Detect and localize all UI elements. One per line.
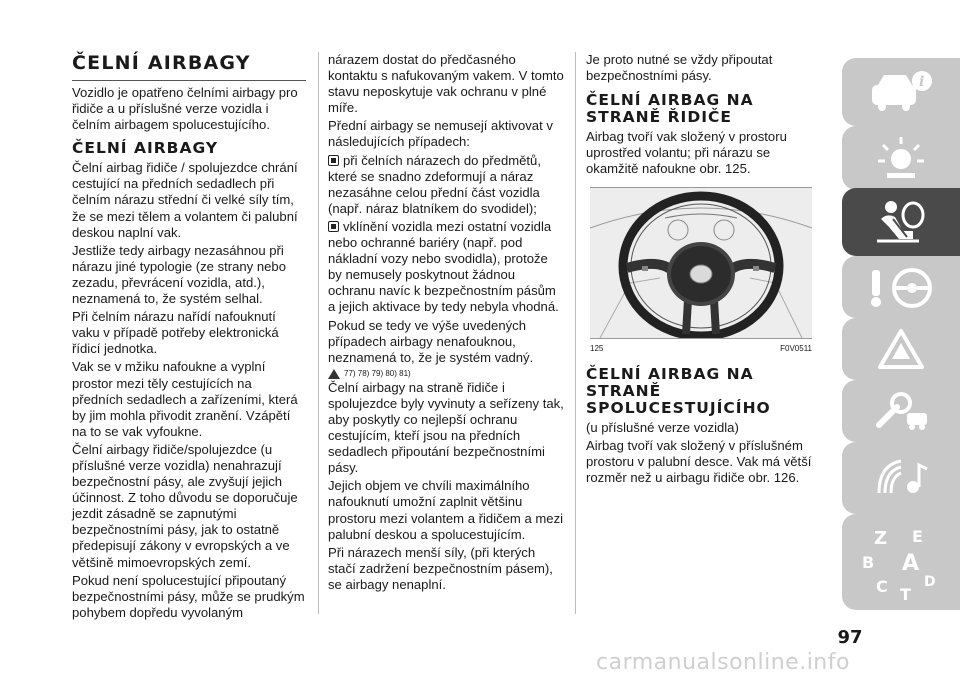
paragraph: Čelní airbagy na straně řidiče i spolujezdce byly vyvinuty a seřízeny tak, aby poskytly co nejlepší ochranu cestujícím, kteří jsou na předních sedadlech připoutání bezpečnostními pásy. bbox=[328, 379, 564, 476]
watermark: carmanualsonline.info bbox=[596, 650, 850, 675]
wrench-car-icon bbox=[871, 389, 931, 433]
figure-caption bbox=[590, 341, 812, 357]
column-1 bbox=[72, 52, 306, 623]
steering-wheel-illustration bbox=[590, 188, 812, 338]
column-3 bbox=[586, 52, 812, 488]
car-info-icon bbox=[866, 69, 936, 115]
svg-text:i: i bbox=[919, 74, 925, 90]
paragraph: Čelní airbagy řidiče/spolujezdce (u příslušné verze vozidla) nenahrazují bezpečnostní pásy, ale zvyšují jejich účinnost. Z toho důvodu se doporučuje jezdit zásadně se zapnutými bezpečnostními pásy, jak to ostatně předepisují zákony v evropských a ve většině mimoevropských zemí. bbox=[72, 441, 298, 570]
paragraph: Přední airbagy se nemusejí aktivovat v následujících případech: bbox=[328, 118, 553, 150]
chapter-tab-index[interactable] bbox=[842, 514, 960, 610]
paragraph: (u příslušné verze vozidla) bbox=[586, 419, 739, 435]
paragraph: Airbag tvoří vak složený v prostoru uprostřed volantu; při nárazu se okamžitě nafoukne obr. 125. bbox=[586, 129, 787, 177]
intro-paragraph: Vozidlo je opatřeno čelními airbagy pro řidiče a u příslušné verze vozidla i čelním airbagem spolucestujícího. bbox=[72, 85, 298, 133]
svg-text:D: D bbox=[924, 574, 936, 590]
svg-text:B: B bbox=[862, 553, 875, 572]
paragraph: Čelní airbag řidiče / spolujezdce chrání cestující na předních sedadlech při čelním nárazu střední či velké síly tím, že se mezi tělem a volantem či palubní deskou naplní vak. bbox=[72, 160, 298, 240]
bullet-icon bbox=[328, 221, 339, 232]
paragraph: nárazem dostat do předčasného kontaktu s nafukovaným vakem. V tomto stavu neposkytuje vak ochranu v plné míře. bbox=[328, 52, 564, 116]
chapter-tab-multimedia[interactable] bbox=[842, 442, 960, 514]
chapter-tab-dashboard[interactable] bbox=[842, 126, 960, 190]
section-heading-front-airbags: ČELNÍ AIRBAGY bbox=[72, 139, 219, 158]
chapter-tab-starting-driving[interactable] bbox=[842, 256, 960, 318]
list-item: při čelních nárazech do předmětů, které se snadno zdeformují a náraz nezasáhne celou přední část vozidla (např. náraz blatníkem do svodidel); bbox=[328, 152, 541, 216]
column-divider-1 bbox=[318, 52, 319, 614]
paragraph: Je proto nutné se vždy připoutat bezpečnostními pásy. bbox=[586, 52, 773, 84]
dashboard-lights-icon bbox=[873, 135, 929, 181]
bullet-icon bbox=[328, 155, 339, 166]
section-heading-driver-airbag: ČELNÍ AIRBAG NA STRANĚ ŘIDIČE bbox=[586, 91, 754, 127]
multimedia-icon bbox=[871, 453, 931, 503]
seat-airbag-icon bbox=[873, 197, 929, 247]
svg-text:C: C bbox=[876, 577, 888, 596]
alphabet-index-icon bbox=[856, 522, 946, 602]
paragraph: Vak se v mžiku nafoukne a vyplní prostor mezi těly cestujících na předních sedadlech a zařízeními, která by jim mohla přivodit zranění. Vzápětí na to se vak vyfoukne. bbox=[72, 359, 298, 439]
figure-number: 125 bbox=[590, 344, 604, 354]
paragraph: Pokud není spolucestující připoutaný bezpečnostními pásy, může se prudkým pohybem dopředu vyvolaným bbox=[72, 572, 305, 620]
section-heading-passenger-airbag: ČELNÍ AIRBAG NA STRANĚ SPOLUCESTUJÍCÍHO bbox=[586, 364, 771, 417]
page-number: 97 bbox=[837, 627, 863, 648]
paragraph: Při čelním nárazu nařídí nafouknutí vaku v případě potřeby elektronická řídicí jednotka. bbox=[72, 309, 279, 357]
paragraph: Jestliže tedy airbagy nezasáhnou při nárazu jiné typologie (ze strany nebo zezadu, převrácení vozidla, atd.), neznamená to, že systém selhal. bbox=[72, 242, 286, 307]
chapter-tab-vehicle-info[interactable] bbox=[842, 58, 960, 126]
chapter-tab-emergency[interactable] bbox=[842, 318, 960, 380]
paragraph: Při nárazech menší síly, (při kterých stačí zadržení bezpečnostním pásem), se airbagy nenaplní. bbox=[328, 544, 553, 592]
paragraph: Pokud se tedy ve výše uvedených případech airbagy nenafouknou, neznamená to, že je systém vadný. bbox=[328, 317, 534, 365]
figure-steering-wheel bbox=[590, 187, 812, 339]
svg-text:E: E bbox=[912, 527, 923, 546]
figure-code: F0V0511 bbox=[780, 344, 812, 354]
chapter-tab-safety[interactable] bbox=[842, 188, 960, 256]
column-divider-2 bbox=[575, 52, 576, 614]
svg-text:A: A bbox=[902, 551, 920, 576]
warning-triangle-icon bbox=[876, 327, 926, 371]
list-item: vklínění vozidla mezi ostatní vozidla nebo ochranné bariéry (např. pod nákladní vozy nebo svodidla), protože by nemusely poskytnout žádnou ochranu navíc k bezpečnostním pásům a jejich aktivace by tedy nebyla vhodná. bbox=[328, 218, 559, 315]
reference-numbers[interactable]: 77) 78) 79) 80) 81) bbox=[344, 368, 411, 378]
warning-triangle-icon bbox=[328, 369, 340, 379]
paragraph: Jejich objem ve chvíli maximálního nafouknutí umožní zaplnit většinu prostoru mezi volantem a řidičem a mezi palubní deskou a spolucestujícím. bbox=[328, 478, 564, 542]
column-2 bbox=[328, 52, 564, 595]
page-title: ČELNÍ AIRBAGY bbox=[72, 52, 306, 81]
key-start-icon bbox=[866, 264, 936, 310]
paragraph: Airbag tvoří vak složený v příslušném prostoru v palubní desce. Vak má větší rozměr než u airbagu řidiče obr. 126. bbox=[586, 437, 812, 485]
svg-text:Z: Z bbox=[874, 528, 888, 549]
chapter-tab-maintenance[interactable] bbox=[842, 380, 960, 442]
svg-text:T: T bbox=[900, 585, 911, 602]
warning-references bbox=[328, 368, 564, 380]
